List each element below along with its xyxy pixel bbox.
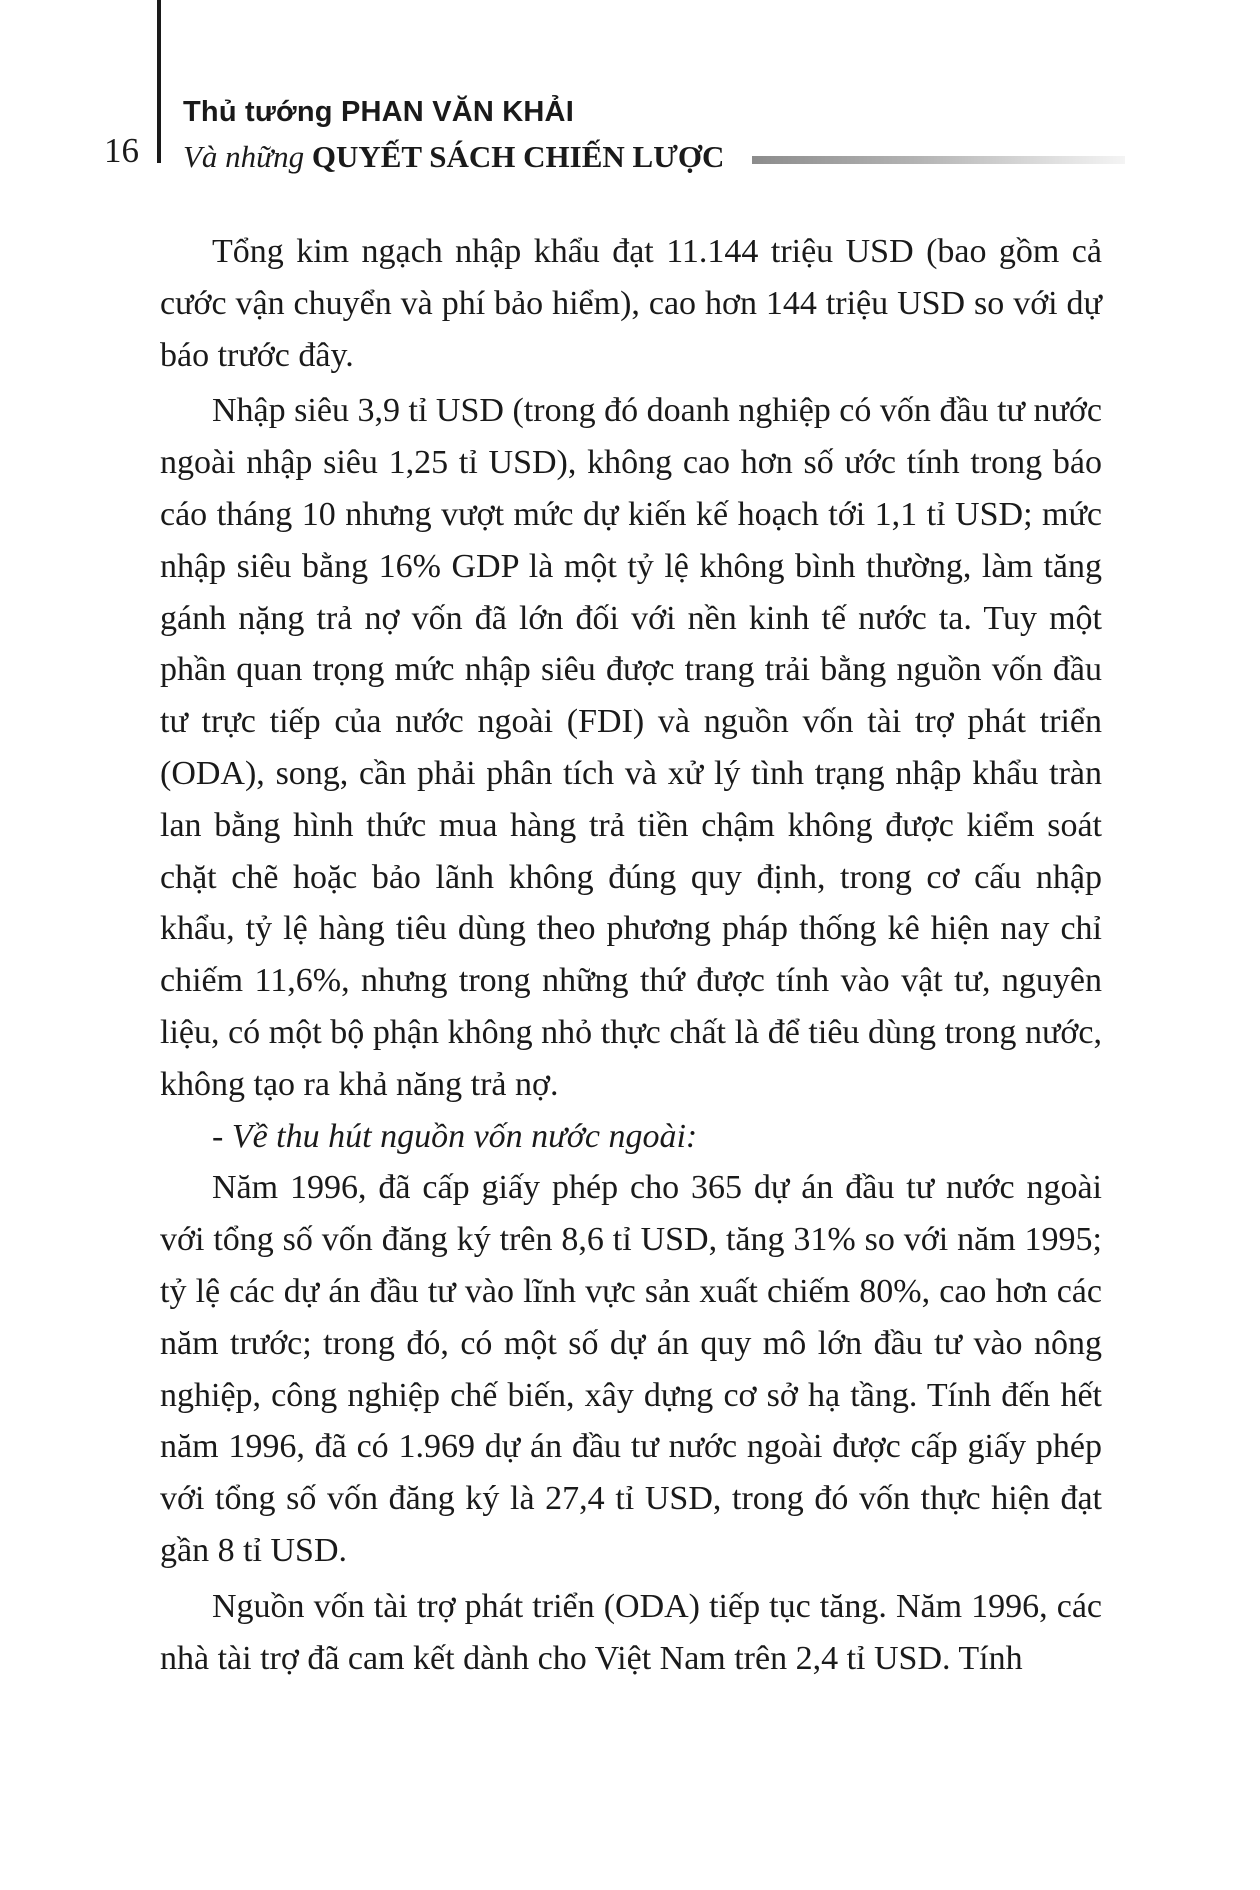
running-header-subtitle (183, 138, 724, 176)
running-header-subtitle-bold: QUYẾT SÁCH CHIẾN LƯỢC (311, 139, 725, 174)
paragraph-oda: Nguồn vốn tài trợ phát triển (ODA) tiếp tục tăng. Năm 1996, các nhà tài trợ đã cam kết dành cho Việt Nam trên 2,4 tỉ USD. Tính (160, 1587, 1102, 1677)
paragraph-import-total: Tổng kim ngạch nhập khẩu đạt 11.144 triệu USD (bao gồm cả cước vận chuyển và phí bảo hiểm), cao hơn 144 triệu USD so với dự báo trước đây. (160, 233, 1102, 374)
running-header-subtitle-italic: Và những (183, 139, 312, 174)
header-decorative-bar (752, 156, 1125, 164)
section-heading-foreign-capital: - Về thu hút nguồn vốn nước ngoài: (212, 1117, 698, 1155)
paragraph-trade-deficit: Nhập siêu 3,9 tỉ USD (trong đó doanh nghiệp có vốn đầu tư nước ngoài nhập siêu 1,25 tỉ USD), không cao hơn số ước tính trong báo cáo tháng 10 nhưng vượt mức dự kiến kế hoạch tới 1,1 tỉ USD; mức nhập siêu bằng 16% GDP là một tỷ lệ không bình thường, làm tăng gánh nặng trả nợ vốn đã lớn đối với nền kinh tế nước ta. Tuy một phần quan trọng mức nhập siêu được trang trải bằng nguồn vốn đầu tư trực tiếp của nước ngoài (FDI) và nguồn vốn tài trợ phát triển (ODA), song, cần phải phân tích và xử lý tình trạng nhập khẩu tràn lan bằng hình thức mua hàng trả tiền chậm không được kiểm soát chặt chẽ hoặc bảo lãnh không đúng quy định, trong cơ cấu nhập khẩu, tỷ lệ hàng tiêu dùng theo phương pháp thống kê hiện nay chỉ chiếm 11,6%, nhưng trong những thứ được tính vào vật tư, nguyên liệu, có một bộ phận không nhỏ thực chất là để tiêu dùng trong nước, không tạo ra khả năng trả nợ. (160, 392, 1102, 1103)
page-number: 16 (104, 131, 139, 170)
paragraph-fdi-1996: Năm 1996, đã cấp giấy phép cho 365 dự án đầu tư nước ngoài với tổng số vốn đăng ký trên 8,6 tỉ USD, tăng 31% so với năm 1995; tỷ lệ các dự án đầu tư vào lĩnh vực sản xuất chiếm 80%, cao hơn các năm trước; trong đó, có một số dự án quy mô lớn đầu tư vào nông nghiệp, công nghiệp chế biến, xây dựng cơ sở hạ tầng. Tính đến hết năm 1996, đã có 1.969 dự án đầu tư nước ngoài được cấp giấy phép với tổng số vốn đăng ký là 27,4 tỉ USD, trong đó vốn thực hiện đạt gần 8 tỉ USD. (160, 1169, 1102, 1569)
page-body (160, 226, 1102, 1684)
header-vertical-rule (157, 0, 161, 163)
running-header-title: Thủ tướng PHAN VĂN KHẢI (183, 96, 574, 128)
